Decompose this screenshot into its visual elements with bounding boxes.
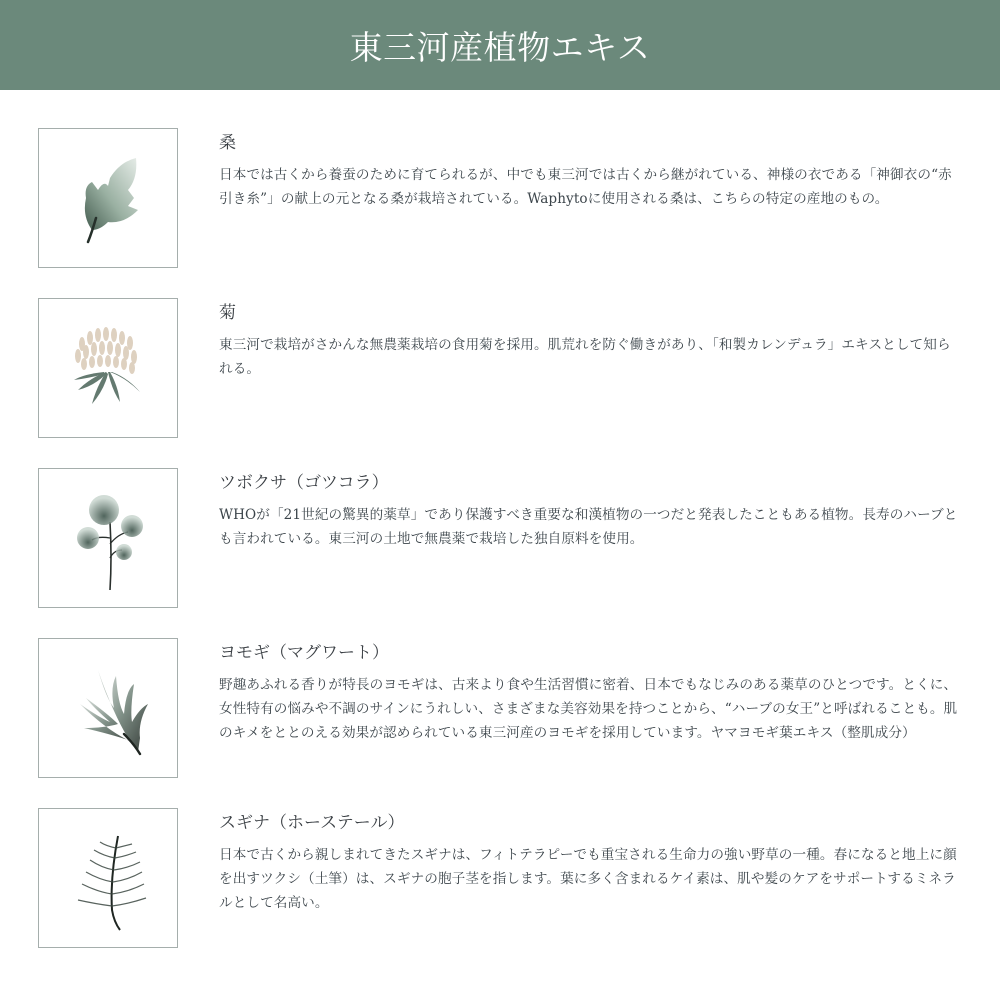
plant-thumbnail bbox=[38, 808, 178, 948]
plant-thumbnail bbox=[38, 468, 178, 608]
gotu-kola-icon bbox=[48, 478, 168, 598]
plant-item-mugwort bbox=[0, 638, 1000, 778]
plant-item-mulberry bbox=[0, 128, 1000, 268]
plant-item-chrysanthemum bbox=[0, 298, 1000, 438]
page-title: 東三河産植物エキス bbox=[349, 27, 651, 67]
plant-description: 東三河で栽培がさかんな無農薬栽培の食用菊を採用。肌荒れを防ぐ働きがあり、「和製カレンデュラ」エキスとして知られる。 bbox=[219, 337, 951, 377]
chrysanthemum-icon bbox=[48, 308, 168, 428]
plant-thumbnail bbox=[38, 298, 178, 438]
plant-name: ヨモギ（マグワート） bbox=[219, 643, 389, 663]
plant-thumbnail bbox=[38, 638, 178, 778]
plant-description: 日本では古くから養蚕のために育てられるが、中でも東三河では古くから継がれている、神様の衣である「神御衣の“赤引き糸”」の献上の元となる桑が栽培されている。Waphytoに使用される桑は、こちらの特定の産地のもの。 bbox=[219, 167, 952, 207]
mugwort-icon bbox=[48, 648, 168, 768]
horsetail-icon bbox=[48, 818, 168, 938]
plant-item-horsetail bbox=[0, 808, 1000, 948]
plant-name: ツボクサ（ゴツコラ） bbox=[219, 473, 389, 493]
page-header bbox=[0, 0, 1000, 90]
plant-name: スギナ（ホーステール） bbox=[219, 813, 405, 833]
plant-name: 菊 bbox=[219, 303, 236, 323]
plant-item-gotu-kola bbox=[0, 468, 1000, 608]
plant-description: 日本で古くから親しまれてきたスギナは、フィトテラピーでも重宝される生命力の強い野草の一種。春になると地上に顔を出すツクシ（土筆）は、スギナの胞子茎を指します。葉に多く含まれるケイ素は、肌や髪のケアをサポートするミネラルとして名高い。 bbox=[219, 847, 957, 911]
plant-name: 桑 bbox=[219, 133, 236, 153]
mulberry-leaf-icon bbox=[48, 138, 168, 258]
plant-thumbnail bbox=[38, 128, 178, 268]
plant-description: WHOが「21世紀の驚異的薬草」であり保護すべき重要な和漢植物の一つだと発表したこともある植物。長寿のハーブとも言われている。東三河の土地で無農薬で栽培した独自原料を使用。 bbox=[219, 507, 958, 547]
plant-description: 野趣あふれる香りが特長のヨモギは、古来より食や生活習慣に密着、日本でもなじみのある薬草のひとつです。とくに、女性特有の悩みや不調のサインにうれしい、さまざまな美容効果を持つことから、“ハーブの女王”と呼ばれることも。肌のキメをととのえる効果が認められている東三河産のヨモギを採用しています。ヤマヨモギ葉エキス（整肌成分） bbox=[219, 677, 958, 741]
